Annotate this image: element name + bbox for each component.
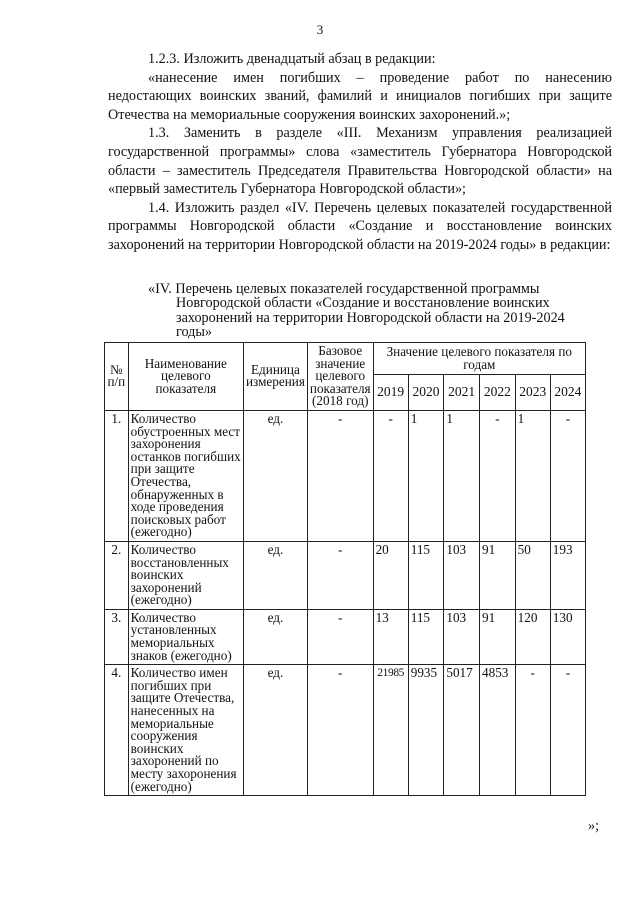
row-value: 193: [550, 541, 585, 609]
header-year: 2022: [480, 375, 516, 411]
row-value: -: [373, 410, 408, 541]
row-value: 120: [515, 609, 550, 664]
row-value: 1: [444, 410, 480, 541]
header-year: 2024: [550, 375, 585, 411]
row-value: 115: [408, 541, 444, 609]
row-value: 50: [515, 541, 550, 609]
header-year: 2023: [515, 375, 550, 411]
table-row: [105, 665, 586, 796]
row-value: 115: [408, 609, 444, 664]
table-row: [105, 541, 586, 609]
table-title-rest: Новгородской области «Создание и восстановление воинских захоронений на территории Новгородской области на 2019-2024 годы»: [176, 295, 565, 341]
row-name: Количество установленных мемориальных знаков (ежегодно): [128, 609, 243, 664]
row-value: 5017: [444, 665, 480, 796]
row-name: Количество восстановленных воинских захоронений (ежегодно): [128, 541, 243, 609]
table-title: [148, 282, 603, 340]
paragraph-1-4: 1.4. Изложить раздел «IV. Перечень целевых показателей государственной программы Новгородской области «Создание и восстановление воинских захоронений на территории Новгородской области на 2019-2024 годы» в редакции:: [108, 199, 612, 253]
row-value: 91: [480, 609, 516, 664]
row-unit: ед.: [243, 609, 307, 664]
row-value: -: [515, 665, 550, 796]
header-num: № п/п: [105, 343, 129, 411]
row-num: 3.: [105, 609, 129, 664]
row-value: 103: [444, 541, 480, 609]
paragraph-1-3: 1.3. Заменить в разделе «III. Механизм управления реализацией государственной программы» слова «заместитель Губернатора Новгородской области – заместитель Председателя Правительства Новгородской области» на «первый заместитель Губернатора Новгородской области»;: [108, 125, 612, 198]
table-title-line1: «IV. Перечень целевых показателей государственной программы: [148, 281, 540, 297]
page-number: 3: [316, 22, 324, 37]
closing-quote: »;: [588, 818, 600, 834]
row-value: -: [480, 410, 516, 541]
row-num: 4.: [105, 665, 129, 796]
row-name: Количество имен погибших при защите Отечества, нанесенных на мемориальные сооружения воинских захоронений по месту захоронения (ежегодно): [128, 665, 243, 796]
row-value: 20: [373, 541, 408, 609]
row-value: 1: [515, 410, 550, 541]
table-row: [105, 410, 586, 541]
row-value: -: [550, 410, 585, 541]
row-name: Количество обустроенных мест захоронения останков погибших при защите Отечества, обнаруженных в ходе проведения поисковых работ (ежегодно): [128, 410, 243, 541]
header-year: 2019: [373, 375, 408, 411]
header-year: 2021: [444, 375, 480, 411]
header-values-group: Значение целевого показателя по годам: [373, 343, 585, 375]
header-unit: Единица измерения: [243, 343, 307, 411]
row-unit: ед.: [243, 410, 307, 541]
row-value: 130: [550, 609, 585, 664]
header-base: Базовое значение целевого показателя (2018 год): [307, 343, 373, 411]
row-value: -: [550, 665, 585, 796]
paragraph-1-2-3: 1.2.3. Изложить двенадцатый абзац в редакции:: [148, 51, 436, 67]
row-value: 9935: [408, 665, 444, 796]
row-unit: ед.: [243, 541, 307, 609]
header-year: 2020: [408, 375, 444, 411]
paragraph-quote: «нанесение имен погибших – проведение работ по нанесению недостающих воинских званий, фамилий и инициалов погибших при защите Отечества на мемориальные сооружения воинских захоронений.»;: [108, 69, 612, 123]
row-base: -: [307, 665, 373, 796]
body-text: [108, 50, 612, 255]
row-value: 4853: [480, 665, 516, 796]
row-value: 1: [408, 410, 444, 541]
table-row: [105, 609, 586, 664]
row-num: 1.: [105, 410, 129, 541]
row-base: -: [307, 541, 373, 609]
target-indicators-table: [104, 342, 586, 796]
row-value: 21985: [373, 665, 408, 796]
row-value: 91: [480, 541, 516, 609]
row-base: -: [307, 609, 373, 664]
row-value: 13: [373, 609, 408, 664]
row-num: 2.: [105, 541, 129, 609]
row-value: 103: [444, 609, 480, 664]
header-name: Наименование целевого показателя: [128, 343, 243, 411]
row-unit: ед.: [243, 665, 307, 796]
row-base: -: [307, 410, 373, 541]
